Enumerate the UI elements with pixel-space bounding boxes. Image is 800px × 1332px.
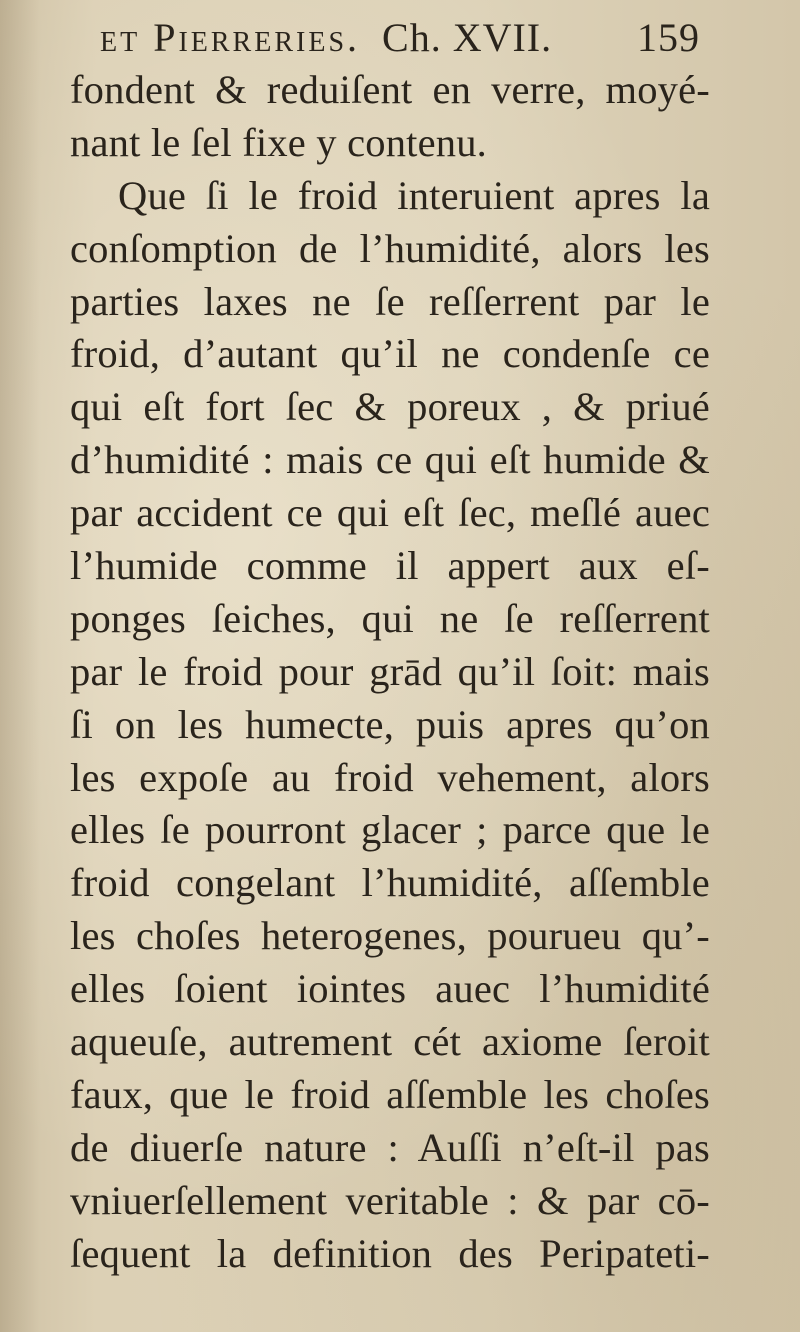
running-header	[100, 10, 720, 66]
text-line: parties laxes ne ſe reſſerrent par le	[70, 278, 710, 324]
text-line: ponges ſeiches, qui ne ſe reſſerrent	[70, 595, 710, 641]
text-line: les expoſe au froid vehement, alors	[70, 754, 710, 800]
body-text	[70, 64, 710, 1280]
text-line: qui eſt fort ſec & poreux , & priué	[70, 384, 710, 430]
text-line: faux, que le froid aſſemble les choſes	[70, 1071, 710, 1117]
text-line: ſi on les humecte, puis apres qu’on	[70, 701, 710, 747]
text-line: par le froid pour grād qu’il ſoit: mais	[70, 648, 710, 694]
text-line: l’humide comme il appert aux eſ-	[70, 543, 710, 589]
chapter-label: Ch. XVII.	[382, 15, 553, 60]
text-line: elles ſe pourront glacer ; parce que le	[70, 807, 710, 853]
text-line: froid congelant l’humidité, aſſemble	[70, 860, 710, 906]
text-line: Que ſi le froid interuient apres la	[118, 172, 710, 218]
text-line: aqueuſe, autrement cét axiome ſeroit	[70, 1019, 710, 1065]
text-line: ſequent la definition des Peripateti-	[70, 1230, 710, 1276]
text-line: vniuerſellement veritable : & par cō-	[70, 1177, 710, 1223]
text-line: nant le ſel fixe y contenu.	[70, 119, 488, 165]
text-line: d’humidité : mais ce qui eſt humide &	[70, 437, 710, 483]
text-line: conſomption de l’humidité, alors les	[70, 225, 710, 271]
text-line: fondent & reduiſent en verre, moyé-	[70, 67, 710, 112]
running-title: et Pierreries.	[100, 15, 361, 60]
text-line: les choſes heterogenes, pourueu qu’-	[70, 913, 710, 959]
page-gutter-shadow	[0, 0, 40, 1332]
text-line: froid, d’autant qu’il ne condenſe ce	[70, 331, 710, 377]
text-line: de diuerſe nature : Auſſi n’eſt-il pas	[70, 1124, 710, 1170]
page-number: 159	[637, 15, 700, 60]
text-line: elles ſoient iointes auec l’humidité	[70, 966, 710, 1012]
text-line: par accident ce qui eſt ſec, meſlé auec	[70, 490, 710, 536]
